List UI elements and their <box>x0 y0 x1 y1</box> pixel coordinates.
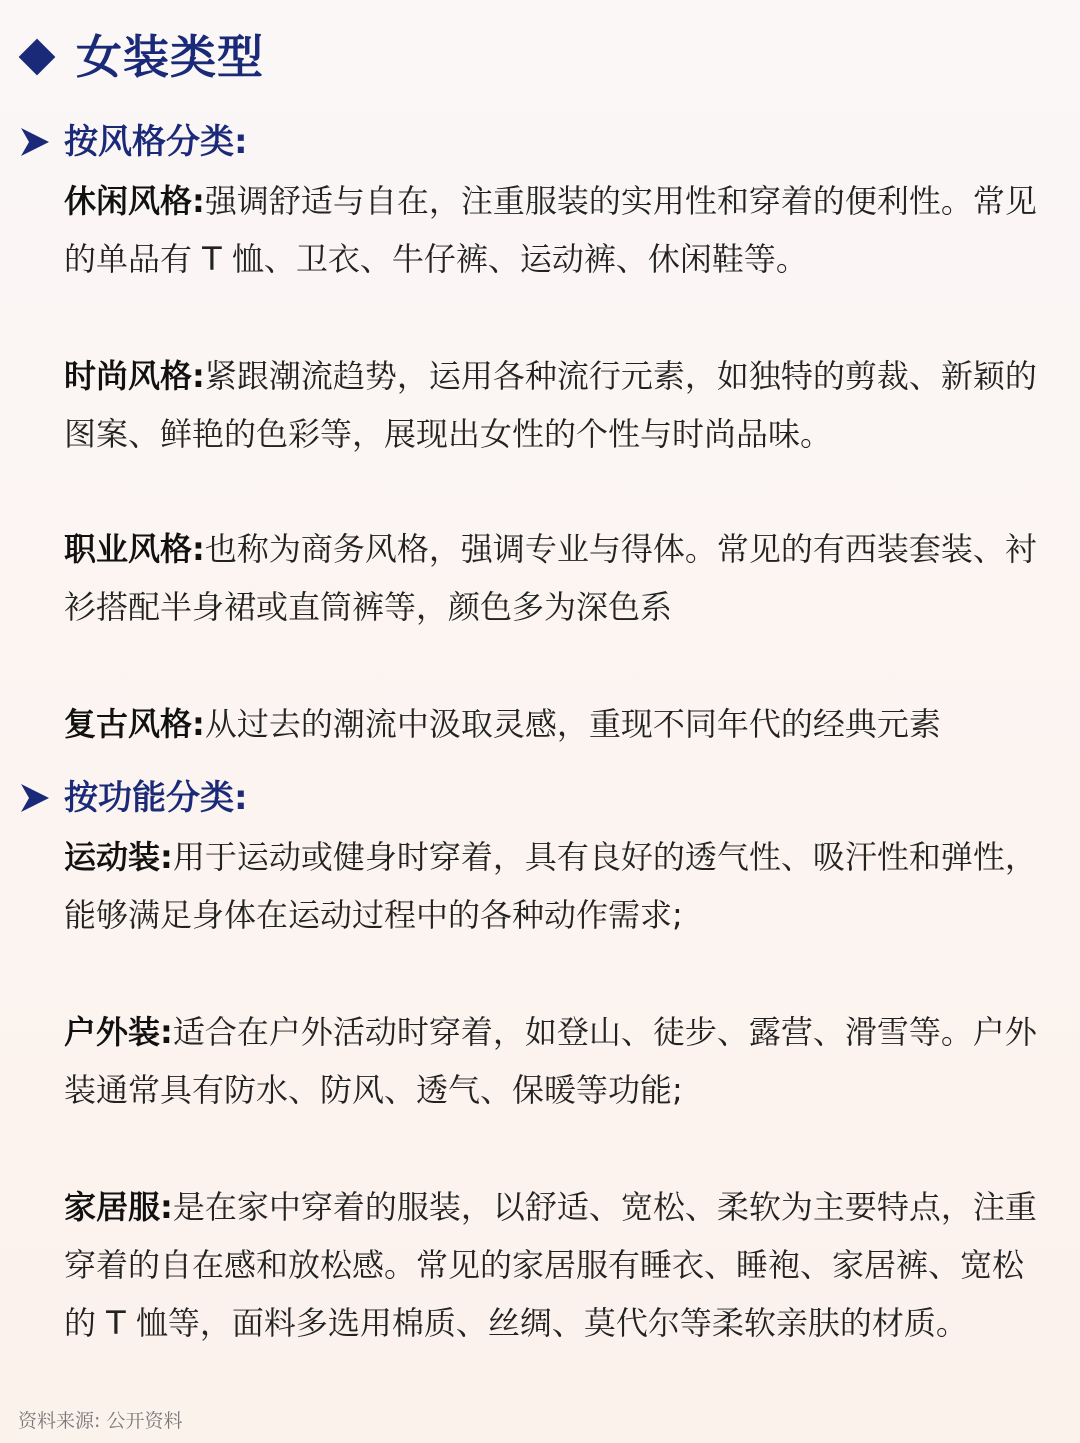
item-term: 复古风格: <box>64 705 205 743</box>
item-term: 家居服: <box>64 1188 173 1226</box>
page-title: 女装类型 <box>76 30 264 84</box>
source-note: 资料来源: 公开资料 <box>18 1410 183 1432</box>
item-text: 从过去的潮流中汲取灵感，重现不同年代的经典元素 <box>204 705 941 743</box>
item-term: 运动装: <box>64 838 173 876</box>
list-item <box>64 1178 1044 1352</box>
item-text: 紧跟潮流趋势，运用各种流行元素，如独特的剪裁、新颖的图案、鲜艳的色彩等，展现出女性的个性与时尚品味。 <box>64 357 1037 453</box>
item-text: 适合在户外活动时穿着，如登山、徒步、露营、滑雪等。户外装通常具有防水、防风、透气、保暖等功能; <box>64 1013 1037 1109</box>
item-text: 是在家中穿着的服装，以舒适、宽松、柔软为主要特点，注重穿着的自在感和放松感。常见的家居服有睡衣、睡袍、家居裤、宽松的 T 恤等，面料多选用棉质、丝绸、莫代尔等柔软亲肤的材质。 <box>64 1188 1037 1342</box>
arrow-right-icon <box>18 125 52 159</box>
section-label: 按风格分类: <box>64 122 248 162</box>
item-text: 强调舒适与自在，注重服装的实用性和穿着的便利性。常见的单品有 T 恤、卫衣、牛仔裤、运动裤、休闲鞋等。 <box>64 182 1037 278</box>
section-heading-style <box>18 117 248 167</box>
section-label: 按功能分类: <box>64 778 248 818</box>
list-item <box>64 828 1044 944</box>
diamond-icon <box>19 39 56 76</box>
list-item <box>64 520 1044 636</box>
item-text: 用于运动或健身时穿着，具有良好的透气性、吸汗性和弹性，能够满足身体在运动过程中的各种动作需求; <box>64 838 1037 934</box>
list-item <box>64 347 1044 463</box>
item-term: 职业风格: <box>64 530 205 568</box>
item-term: 休闲风格: <box>64 182 205 220</box>
item-term: 户外装: <box>64 1013 173 1051</box>
item-term: 时尚风格: <box>64 357 205 395</box>
section-heading-function <box>18 773 248 823</box>
arrow-right-icon <box>18 781 52 815</box>
title-row <box>18 22 264 92</box>
list-item <box>64 695 1044 753</box>
item-text: 也称为商务风格，强调专业与得体。常见的有西装套装、衬衫搭配半身裙或直筒裤等，颜色多为深色系 <box>64 530 1037 626</box>
list-item <box>64 1003 1044 1119</box>
list-item <box>64 172 1044 288</box>
